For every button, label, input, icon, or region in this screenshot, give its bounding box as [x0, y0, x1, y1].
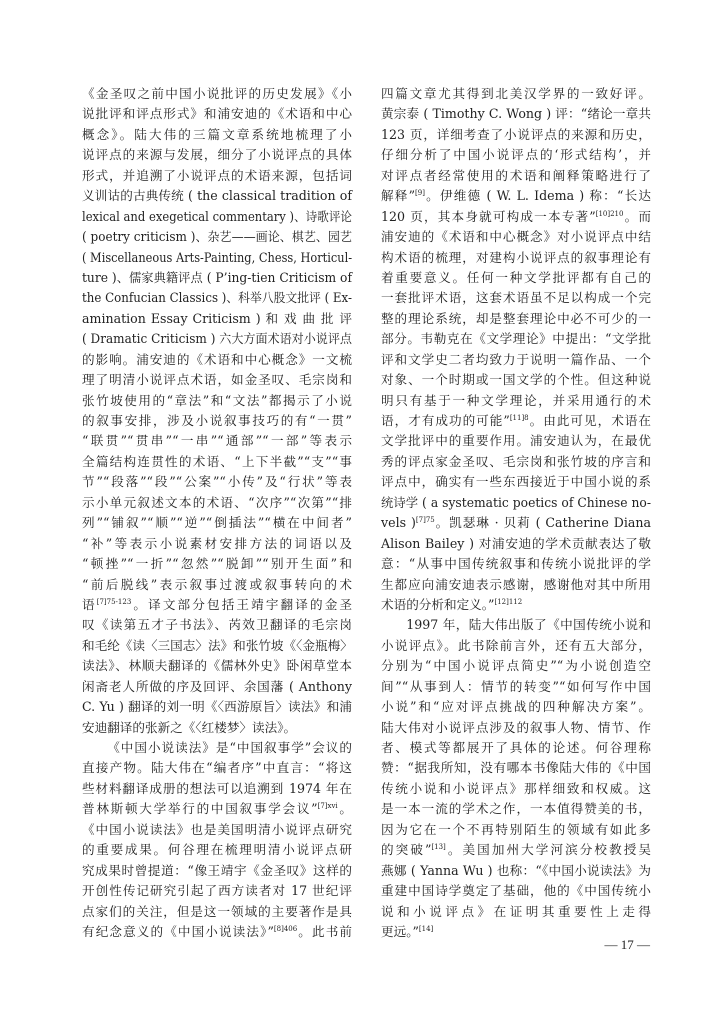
- text-segment: 。美国加州大学河滨分校教授吴: [445, 842, 651, 858]
- text-line: [381, 534, 651, 554]
- text-segment: 整的理论系统，却是整套理论中必不可少的一: [381, 310, 651, 326]
- citation-reference: [7]75: [415, 516, 435, 525]
- text-line: [82, 350, 352, 370]
- text-line: [82, 227, 352, 247]
- text-line: [381, 411, 651, 431]
- text-segment: 说批评和评点形式》和浦安迪的《术语和中心: [82, 106, 352, 122]
- paragraph: [381, 84, 651, 615]
- text-line: [82, 186, 352, 206]
- text-line: [82, 881, 352, 901]
- text-segment: “顿挫”“一折”“忽然”“脱卸”“别开生面”和: [82, 556, 352, 572]
- text-segment: 示小单元叙述文本的术语、“次序”“次第”“排: [82, 494, 352, 510]
- text-segment: C. Yu ) 翻译的刘一明《〈西游原旨〉读法》和浦: [82, 699, 352, 715]
- text-segment: 列”“铺叙”“顺”“逆”“倒插法”“横在中间者”: [82, 515, 352, 531]
- text-line: [82, 145, 352, 165]
- text-segment: 开创性传记研究引起了西方读者对 17 世纪评: [82, 883, 352, 899]
- text-line: [82, 391, 352, 411]
- text-segment: 。凯瑟琳 · 贝莉 ( Catherine Diana: [434, 515, 651, 531]
- text-segment: 张竹坡使用的“章法”和“文法”都揭示了小说: [82, 392, 352, 408]
- text-segment: 123 页，详细考查了小说评点的来源和历史，: [381, 126, 651, 142]
- text-segment: 解释”: [381, 188, 416, 204]
- text-segment: 浦安迪的《术语和中心概念》对小说评点中结: [381, 229, 651, 245]
- text-line: [82, 861, 352, 881]
- right-column: [381, 84, 651, 942]
- text-segment: 分别为“中国小说评点简史”“为小说创造空: [381, 658, 651, 674]
- text-segment: 。伊维德 ( W. L. Idema ) 称：“长达: [424, 188, 651, 204]
- text-line: [381, 758, 651, 778]
- text-line: [82, 329, 352, 349]
- text-line: [82, 370, 352, 390]
- text-line: [381, 370, 651, 390]
- text-segment: amination Essay Criticism ) 和 戏 曲 批 评: [82, 310, 352, 326]
- text-line: [82, 104, 352, 124]
- text-segment: 评和文学史二者均致力于说明一篇作品、一个: [381, 351, 651, 367]
- citation-reference: [10]210: [595, 209, 624, 218]
- text-line: [381, 493, 651, 513]
- text-line: [82, 902, 352, 922]
- text-segment: “前后脱线”表示叙事过渡或叙事转向的术: [82, 576, 352, 592]
- text-segment: “补”等表示小说素材安排方法的词语以及: [82, 535, 352, 551]
- text-line: [381, 145, 651, 165]
- text-line: [82, 472, 352, 492]
- text-segment: 对象、一个时期或一国文学的个性。但这种说: [381, 372, 651, 388]
- text-segment: 形式，并追溯了小说评点的术语来源，包括词: [82, 167, 352, 183]
- text-line: [82, 554, 352, 574]
- text-line: [82, 493, 352, 513]
- text-line: [381, 881, 651, 901]
- text-segment: 语: [82, 596, 97, 612]
- paragraph: [82, 738, 352, 942]
- text-line: [82, 656, 352, 676]
- text-line: [381, 861, 651, 881]
- text-line: [381, 820, 651, 840]
- text-segment: 《中国小说读法》是“中国叙事学”会议的: [107, 740, 352, 755]
- text-line: [381, 472, 651, 492]
- text-line: [381, 248, 651, 268]
- text-line: [381, 431, 651, 451]
- text-line: [381, 391, 651, 411]
- text-segment: 说和小说评点》在证明其重要性上走得: [381, 903, 651, 919]
- text-segment: 节”“段落”“段”“公案”“小传”及“行状”等表: [82, 474, 352, 490]
- text-segment: 。而: [623, 208, 651, 224]
- text-segment: 有纪念意义的《中国小说读法》”: [82, 923, 274, 939]
- text-segment: 黄宗泰 ( Timothy C. Wong ) 评：“绪论一章共: [381, 106, 651, 122]
- text-segment: 的突破”: [381, 842, 432, 858]
- text-segment: 生都应向浦安迪表示感谢，感谢他对其中所用: [381, 576, 651, 592]
- text-line: [82, 411, 352, 431]
- text-segment: 一套批评术语，这套术语虽不足以构成一个完: [381, 290, 651, 306]
- citation-reference: [9]: [415, 189, 425, 198]
- text-segment: 更远。”: [381, 923, 419, 939]
- text-segment: 义训诂的古典传统 ( the classical tradition of: [82, 188, 352, 204]
- text-line: [82, 840, 352, 860]
- text-segment: ( poetry criticism )、杂艺——画论、棋艺、园艺: [82, 229, 352, 245]
- text-line: [82, 615, 352, 635]
- text-line: [82, 513, 352, 533]
- text-segment: lexical and exegetical commentary )、诗歌评论: [82, 208, 352, 224]
- page-number: — 17 —: [604, 937, 650, 952]
- text-segment: 究成果时曾提道：“像王靖宇《金圣叹》这样的: [82, 862, 352, 878]
- text-segment: 普林斯顿大学举行的中国叙事学会议”: [82, 801, 318, 817]
- text-line: [82, 758, 352, 778]
- text-segment: “联贯”“贯串”“一串”“通部”“一部”等表示: [82, 433, 352, 449]
- text-line: [381, 350, 651, 370]
- text-segment: 些材料翻译成册的想法可以追溯到 1974 年在: [82, 780, 352, 796]
- text-line: [381, 595, 651, 615]
- text-segment: 秀的评点家金圣叹、毛宗岗和张竹坡的序言和: [381, 453, 651, 469]
- citation-reference: [8]406: [273, 924, 298, 933]
- text-line: [381, 227, 651, 247]
- citation-reference: [11]8: [509, 414, 529, 422]
- text-segment: 1997 年，陆大伟出版了《中国传统小说和: [406, 617, 651, 633]
- text-line: [381, 207, 651, 227]
- text-line: [82, 288, 352, 308]
- text-line: [381, 840, 651, 860]
- text-segment: 说评点的来源与发展，细分了小说评点的具体: [82, 147, 352, 163]
- text-segment: 陆大伟对小说评点涉及的叙事人物、情节、作: [381, 719, 651, 735]
- text-segment: 120 页，其本身就可构成一本专著”: [381, 208, 596, 224]
- text-line: [381, 513, 651, 533]
- text-line: [381, 268, 651, 288]
- text-line: [82, 718, 352, 738]
- text-segment: 。译文部分包括王靖宇翻译的金圣: [131, 596, 353, 612]
- text-segment: 者、模式等都展开了具体的论述。何谷理称: [381, 740, 651, 755]
- text-line: [381, 104, 651, 124]
- text-segment: ( Miscellaneous Arts-Painting, Chess, Horticul-: [82, 249, 353, 265]
- text-line: [381, 84, 651, 104]
- text-segment: 统诗学 ( a systematic poetics of Chinese no-: [381, 494, 651, 510]
- text-line: [82, 207, 352, 227]
- text-segment: 燕娜 ( Yanna Wu ) 也称：“《中国小说读法》为: [381, 862, 651, 878]
- text-segment: 。: [337, 801, 352, 817]
- text-line: [82, 922, 352, 942]
- text-line: [82, 125, 352, 145]
- text-segment: 直接产物。陆大伟在“编者序”中直言：“将这: [82, 760, 352, 776]
- text-line: [82, 431, 352, 451]
- text-segment: 读法》、林顺夫翻译的《儒林外史》卧闲草堂本: [82, 658, 352, 674]
- text-line: [381, 186, 651, 206]
- text-line: [381, 779, 651, 799]
- text-line: [82, 575, 352, 595]
- text-segment: 概念》。陆大伟的三篇文章系统地梳理了小: [82, 126, 352, 142]
- text-segment: 重建中国诗学奠定了基础，他的《中国传统小: [381, 883, 651, 899]
- text-segment: 语，才有成功的可能”: [381, 413, 510, 428]
- citation-reference: [12]112: [494, 597, 523, 606]
- text-segment: 因为它在一个不再特别陌生的领域有如此多: [381, 821, 651, 837]
- text-line: [381, 636, 651, 656]
- text-line: [82, 595, 352, 615]
- text-segment: 四篇文章尤其得到北美汉学界的一致好评。: [381, 86, 651, 101]
- text-segment: 评点中，确实有一些东西接近于中国小说的系: [381, 474, 651, 490]
- text-line: [82, 248, 352, 268]
- text-line: [82, 799, 352, 819]
- text-line: [82, 779, 352, 799]
- text-segment: 点家们的关注，但是这一领域的主要著作是具: [82, 903, 352, 919]
- text-segment: 《中国小说读法》也是美国明清小说评点研究: [82, 821, 352, 837]
- text-line: [381, 677, 651, 697]
- text-line: [381, 799, 651, 819]
- text-segment: ture )、儒家典籍评点 ( P’ing-tien Criticism of: [82, 269, 352, 285]
- text-segment: vels ): [381, 515, 416, 531]
- text-line: [381, 575, 651, 595]
- text-line: [82, 636, 352, 656]
- text-segment: 是一本一流的学术之作，一本值得赞美的书，: [381, 801, 651, 817]
- text-segment: 全篇结构连贯性的术语、“上下半截”“支”“事: [82, 453, 352, 469]
- text-line: [381, 718, 651, 738]
- text-line: [82, 84, 352, 104]
- text-segment: 安迪翻译的张新之《〈红楼梦〉读法》。: [82, 719, 297, 735]
- text-segment: Alison Bailey ) 对浦安迪的学术贡献表达了敬: [381, 535, 651, 551]
- text-segment: 部分。韦勒克在《文学理论》中提出：“文学批: [381, 331, 651, 347]
- text-segment: 传统小说和小说评点》那样细致和权威。这: [381, 780, 651, 796]
- text-line: [381, 554, 651, 574]
- text-segment: 明只有基于一种文学理论，并采用通行的术: [381, 392, 651, 408]
- text-line: [82, 268, 352, 288]
- text-segment: ( Dramatic Criticism ) 六大方面术语对小说评点: [82, 331, 352, 347]
- text-segment: 《金圣叹之前中国小说批评的历史发展》《小: [82, 86, 352, 101]
- paragraph: [381, 615, 651, 942]
- text-segment: 间”“从事到人：情节的转变”“如何写作中国: [381, 678, 651, 694]
- text-line: [381, 166, 651, 186]
- text-segment: the Confucian Classics )、科举八股文批评 ( Ex-: [82, 290, 352, 306]
- text-segment: 叹《读第五才子书法》、芮效卫翻译的毛宗岗: [82, 617, 352, 633]
- text-segment: 小说评点》。此书除前言外，还有五大部分，: [381, 637, 651, 653]
- text-line: [381, 309, 651, 329]
- text-line: [82, 309, 352, 329]
- text-segment: 构术语的梳理，对建构小说评点的叙事理论有: [381, 249, 651, 265]
- text-segment: 的重要成果。何谷理在梳理明清小说评点研: [82, 842, 352, 858]
- text-line: [381, 329, 651, 349]
- text-segment: 理了明清小说评点术语，如金圣叹、毛宗岗和: [82, 372, 352, 388]
- text-line: [381, 738, 651, 758]
- text-segment: 。由此可见，术语在: [528, 413, 652, 428]
- text-segment: 小说”和“应对评点挑战的四种解决方案”。: [381, 699, 651, 715]
- text-segment: 着重要意义。任何一种文学批评都有自己的: [381, 269, 651, 285]
- text-segment: 文学批评中的重要作用。浦安迪认为，在最优: [381, 433, 651, 449]
- text-segment: 赞：“据我所知，没有哪本书像陆大伟的《中国: [381, 760, 651, 776]
- text-line: [381, 902, 651, 922]
- text-segment: 仔细分析了中国小说评点的‘形式结构’，并: [381, 147, 651, 163]
- citation-reference: [7]xvi: [317, 802, 338, 811]
- text-line: [381, 125, 651, 145]
- text-line: [381, 656, 651, 676]
- citation-reference: [13]: [431, 843, 446, 852]
- text-line: [381, 697, 651, 717]
- text-segment: 和毛纶《读〈三国志〉法》和张竹坡《〈金瓶梅〉: [82, 637, 353, 653]
- text-line: [82, 534, 352, 554]
- text-line: [381, 452, 651, 472]
- citation-reference: [7]75-123: [96, 597, 132, 606]
- text-segment: 术语的分析和定义。”: [381, 596, 495, 612]
- text-segment: 闲斋老人所做的序及回评、余国藩 ( Anthony: [82, 678, 352, 694]
- text-line: [381, 615, 651, 635]
- text-line: [82, 166, 352, 186]
- text-segment: 意：“从事中国传统叙事和传统小说批评的学: [381, 556, 651, 572]
- citation-reference: [14]: [418, 924, 434, 933]
- text-segment: 。此书前: [297, 923, 352, 939]
- left-column: [82, 84, 352, 942]
- text-line: [82, 452, 352, 472]
- text-segment: 的影响。浦安迪的《术语和中心概念》一文梳: [82, 351, 352, 367]
- text-segment: 的叙事安排，涉及小说叙事技巧的有“一贯”: [82, 413, 352, 428]
- text-line: [82, 738, 352, 758]
- text-line: [381, 288, 651, 308]
- paragraph: [82, 84, 352, 738]
- text-segment: 对评点者经常使用的术语和阐释策略进行了: [381, 167, 651, 183]
- text-line: [82, 697, 352, 717]
- text-line: [82, 677, 352, 697]
- text-line: [82, 820, 352, 840]
